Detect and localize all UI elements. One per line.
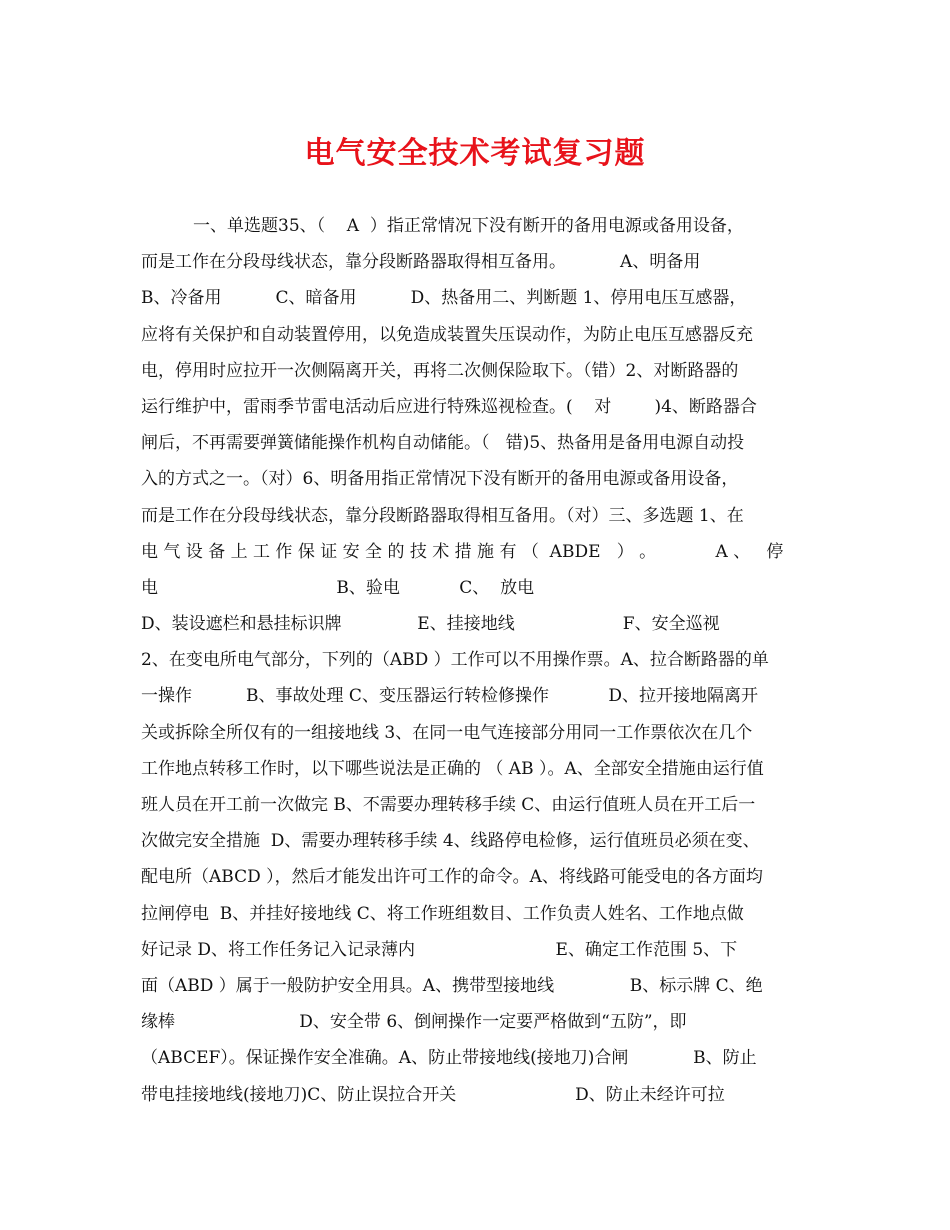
text-line: 面（ABD ）属于一般防护安全用具。A、携带型接地线 B、标示牌 C、绝 — [141, 975, 763, 996]
text-line: 闸后，不再需要弹簧储能操作机构自动储能。（ 错)5、热备用是备用电源自动投 — [141, 433, 745, 454]
text-line: 入的方式之一。（对）6、明备用指正常情况下没有断开的备用电源或备用设备， — [141, 469, 739, 490]
text-line: 电，停用时应拉开一次侧隔离开关，再将二次侧保险取下。（错）2、对断路器的 — [141, 360, 739, 381]
text-line: 关或拆除全所仅有的一组接地线 3、在同一电气连接部分用同一工作票依次在几个 — [141, 722, 753, 743]
text-line: 好记录 D、将工作任务记入记录薄内 E、确定工作范围 5、下 — [141, 939, 738, 960]
text-line: 配电所（ABCD ），然后才能发出许可工作的命令。A、将线路可能受电的各方面均 — [141, 867, 763, 888]
text-line: 一操作 B、事故处理 C、变压器运行转检修操作 D、拉开接地隔离开 — [141, 686, 759, 707]
document-body — [141, 208, 813, 1113]
text-line: 电 气 设 备 上 工 作 保 证 安 全 的 技 术 措 施 有 （ ABDE ） 。 A 、 停 — [141, 541, 784, 562]
text-line: B、冷备用 C、暗备用 D、热备用二、判断题 1、停用电压互感器， — [141, 288, 747, 309]
text-line: 运行维护中，雷雨季节雷电活动后应进行特殊巡视检查。( 对 )4、断路器合 — [141, 396, 757, 417]
text-line: 带电挂接地线(接地刀)C、防止误拉合开关 D、防止未经许可拉 — [141, 1084, 725, 1105]
text-line: 应将有关保护和自动装置停用，以免造成装置失压误动作，为防止电压互感器反充 — [141, 324, 753, 345]
text-line: 而是工作在分段母线状态，靠分段断路器取得相互备用。（对）三、多选题 1、在 — [141, 505, 744, 526]
text-line: 而是工作在分段母线状态，靠分段断路器取得相互备用。 A、明备用 — [141, 252, 701, 273]
text-line: 缘棒 D、安全带 6、倒闸操作一定要严格做到“五防”，即 — [141, 1012, 687, 1033]
text-line: 班人员在开工前一次做完 B、不需要办理转移手续 C、由运行值班人员在开工后一 — [141, 795, 756, 815]
text-line: 次做完安全措施 D、需要办理转移手续 4、线路停电检修，运行值班员必须在变、 — [141, 831, 760, 852]
text-line: 一、单选题35、（ A ）指正常情况下没有断开的备用电源或备用设备， — [193, 216, 744, 236]
text-line: （ABCEF）。保证操作安全准确。A、防止带接地线(接地刀)合闸 B、防止 — [141, 1048, 757, 1069]
text-line: 工作地点转移工作时，以下哪些说法是正确的 （ AB ）。A、全部安全措施由运行值 — [141, 758, 764, 779]
document-title: 电气安全技术考试复习题 — [304, 136, 646, 171]
text-line: D、装设遮栏和悬挂标识牌 E、挂接地线 F、安全巡视 — [141, 614, 720, 635]
text-line: 拉闸停电 B、并挂好接地线 C、将工作班组数目、工作负责人姓名、工作地点做 — [141, 903, 744, 924]
text-line: 2、在变电所电气部分，下列的（ABD ）工作可以不用操作票。A、拉合断路器的单 — [141, 650, 769, 671]
text-line: 电 B、验电 C、 放电 — [141, 577, 535, 598]
